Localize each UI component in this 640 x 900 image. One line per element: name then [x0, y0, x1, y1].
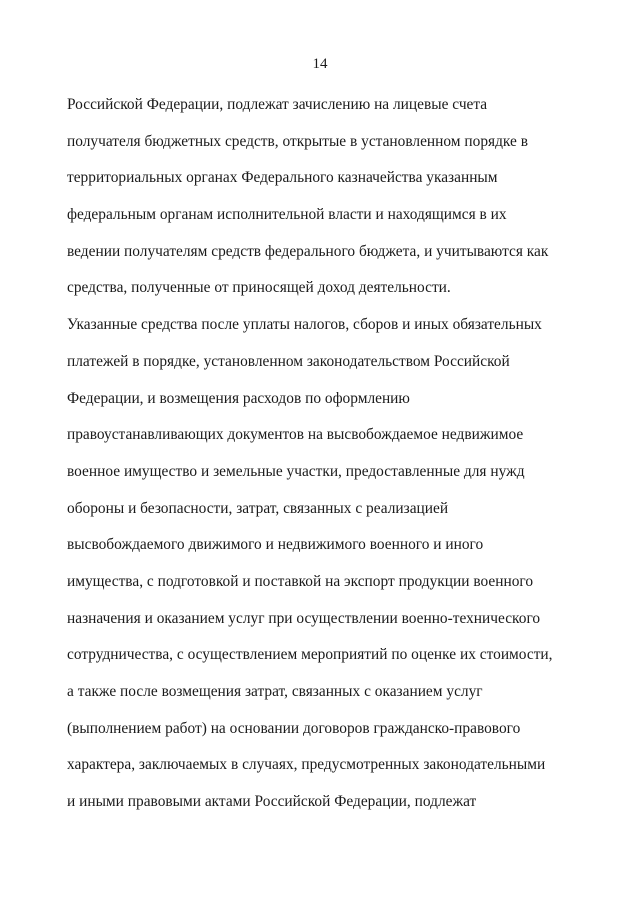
text-line: обороны и безопасности, затрат, связанных с реализацией: [67, 499, 449, 517]
text-line: военное имущество и земельные участки, предоставленные для нужд: [67, 462, 525, 480]
text-line: средства, полученные от приносящей доход деятельности.: [67, 279, 451, 297]
text-line: имущества, с подготовкой и поставкой на экспорт продукции военного: [67, 572, 534, 590]
text-line: и иными правовыми актами Российской Федерации, подлежат: [67, 793, 477, 811]
body-text: [67, 93, 579, 827]
text-line: платежей в порядке, установленном законодательством Российской: [67, 352, 510, 370]
text-line: федеральным органам исполнительной власти и находящимся в их: [67, 206, 507, 224]
text-line: а также после возмещения затрат, связанных с оказанием услуг: [67, 683, 483, 700]
text-line: правоустанавливающих документов на высвобождаемое недвижимое: [67, 426, 524, 444]
text-line: высвобождаемого движимого и недвижимого военного и иного: [67, 536, 484, 554]
page-number: 14: [312, 56, 328, 72]
text-line: Указанные средства после уплаты налогов, сборов и иных обязательных: [67, 316, 542, 334]
text-line: сотрудничества, с осуществлением мероприятий по оценке их стоимости,: [67, 646, 553, 664]
text-line: характера, заключаемых в случаях, предусмотренных законодательными: [67, 756, 546, 774]
text-line: назначения и оказанием услуг при осуществлении военно-технического: [67, 609, 541, 627]
text-line: (выполнением работ) на основании договоров гражданско-правового: [67, 719, 521, 737]
text-line: получателя бюджетных средств, открытые в установленном порядке в: [67, 132, 528, 150]
text-line: ведении получателям средств федерального бюджета, и учитываются как: [67, 242, 549, 260]
text-line: Федерации, и возмещения расходов по оформлению: [67, 389, 410, 407]
text-line: Российской Федерации, подлежат зачислению на лицевые счета: [67, 96, 488, 113]
text-line: территориальных органах Федерального казначейства указанным: [67, 169, 498, 187]
